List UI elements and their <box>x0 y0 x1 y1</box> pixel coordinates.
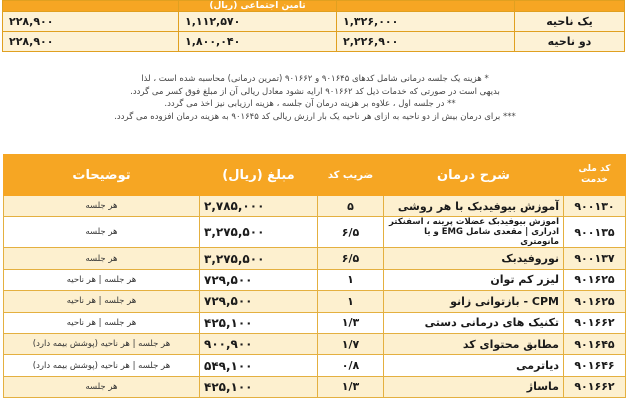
header-notes: توضیحات <box>4 155 200 196</box>
summary-row <box>3 12 625 32</box>
service-coefficient: ۰/۸ <box>318 355 384 376</box>
service-price: ۷۲۹,۵۰۰ <box>200 291 318 312</box>
summary-total: ۱,۳۲۶,۰۰۰ <box>337 12 515 32</box>
service-code: ۹۰۱۶۴۶ <box>564 355 626 376</box>
service-coefficient: ۱ <box>318 291 384 312</box>
table-row <box>4 291 626 312</box>
service-notes: هر جلسه | هر ناحیه <box>4 291 200 312</box>
service-price: ۴۲۵,۱۰۰ <box>200 376 318 397</box>
service-description: مطابق محتوای کد <box>384 333 564 354</box>
service-code: ۹۰۱۶۶۲ <box>564 312 626 333</box>
service-notes: هر جلسه <box>4 217 200 248</box>
table-row <box>4 196 626 217</box>
summary-header-cell <box>3 1 179 12</box>
table-row <box>4 217 626 248</box>
service-price: ۵۴۹,۱۰۰ <box>200 355 318 376</box>
service-description: نوروفیدبک <box>384 248 564 269</box>
table-row <box>4 248 626 269</box>
service-price: ۳,۲۷۵,۵۰۰ <box>200 248 318 269</box>
service-coefficient: ۵ <box>318 196 384 217</box>
summary-header-cell <box>337 1 515 12</box>
service-code: ۹۰۱۶۶۲ <box>564 376 626 397</box>
note-line: * هزینه یک جلسه درمانی شامل کدهای ۹۰۱۶۴۵ و ۹۰۱۶۶۲ (تمرین درمانی) محاسبه شده است ، لذا <box>141 74 489 84</box>
service-coefficient: ۶/۵ <box>318 217 384 248</box>
service-coefficient: ۱ <box>318 269 384 290</box>
note-line: ** در جلسه اول ، علاوه بر هزینه درمان آن جلسه ، هزینه ارزیابی نیز اخذ می گردد. <box>164 99 456 109</box>
table-row <box>4 355 626 376</box>
service-description: دیاترمی <box>384 355 564 376</box>
summary-insurance: ۱,۱۱۲,۵۷۰ <box>179 12 337 32</box>
service-description: CPM - بازتوانی زانو <box>384 291 564 312</box>
service-price: ۹۰۰,۹۰۰ <box>200 333 318 354</box>
service-description: آموزش بیوفیدبک با هر روشی <box>384 196 564 217</box>
service-description: لیزر کم توان <box>384 269 564 290</box>
service-description: ماساژ <box>384 376 564 397</box>
summary-insurance: ۱,۸۰۰,۰۴۰ <box>179 32 337 52</box>
service-notes: هر جلسه | هر ناحیه <box>4 269 200 290</box>
service-code: ۹۰۱۶۲۵ <box>564 291 626 312</box>
summary-total: ۲,۲۲۶,۹۰۰ <box>337 32 515 52</box>
service-notes: هر جلسه <box>4 248 200 269</box>
notes-section <box>0 73 630 123</box>
note-line: *** برای درمان بیش از دو ناحیه به ازای هر ناحیه یک بار ارزش ریالی کد ۹۰۱۶۴۵ به هزینه درمان افزوده می گردد. <box>114 111 516 122</box>
service-coefficient: ۶/۵ <box>318 248 384 269</box>
service-notes: هر جلسه <box>4 376 200 397</box>
table-row <box>4 333 626 354</box>
header-price: مبلغ (ریال) <box>200 155 318 196</box>
header-coefficient: ضریب کد <box>318 155 384 196</box>
table-row <box>4 376 626 397</box>
summary-share: ۲۲۸,۹۰۰ <box>3 12 179 32</box>
service-coefficient: ۱/۳ <box>318 312 384 333</box>
service-price: ۷۲۹,۵۰۰ <box>200 269 318 290</box>
summary-header-row <box>3 1 625 12</box>
header-description: شرح درمان <box>384 155 564 196</box>
service-code: ۹۰۰۱۳۵ <box>564 217 626 248</box>
header-code: کد ملی خدمت <box>564 155 626 196</box>
service-notes: هر جلسه | هر ناحیه <box>4 312 200 333</box>
summary-header-cell: تامین اجتماعی (ریال) <box>179 1 337 12</box>
service-code: ۹۰۱۶۴۵ <box>564 333 626 354</box>
service-coefficient: ۱/۳ <box>318 376 384 397</box>
tariff-table <box>3 154 626 398</box>
summary-row <box>3 32 625 52</box>
table-row <box>4 312 626 333</box>
note-line: بدیهی است در صورتی که خدمات ذیل کد ۹۰۱۶۶۲ ارایه نشود معادل ریالی آن از مبلغ فوق کسر می گردد. <box>130 86 500 97</box>
tariff-header-row <box>4 155 626 196</box>
service-notes: هر جلسه | هر ناحیه (پوشش بیمه دارد) <box>4 355 200 376</box>
service-price: ۳,۲۷۵,۵۰۰ <box>200 217 318 248</box>
summary-header-cell <box>515 1 625 12</box>
service-price: ۴۲۵,۱۰۰ <box>200 312 318 333</box>
table-row <box>4 269 626 290</box>
service-code: ۹۰۱۶۲۵ <box>564 269 626 290</box>
service-description: تکنیک های درمانی دستی <box>384 312 564 333</box>
service-price: ۲,۷۸۵,۰۰۰ <box>200 196 318 217</box>
summary-label: دو ناحیه <box>515 32 625 52</box>
service-code: ۹۰۰۱۳۰ <box>564 196 626 217</box>
summary-label: یک ناحیه <box>515 12 625 32</box>
summary-table <box>2 0 625 52</box>
service-notes: هر جلسه | هر ناحیه (پوشش بیمه دارد) <box>4 333 200 354</box>
service-notes: هر جلسه <box>4 196 200 217</box>
service-description: آموزش بیوفیدبک عضلات پرینه ، اسفنکتر ادراری | مقعدی شامل EMG و یا مانومتری <box>384 217 564 248</box>
summary-share: ۲۲۸,۹۰۰ <box>3 32 179 52</box>
service-code: ۹۰۰۱۳۷ <box>564 248 626 269</box>
service-coefficient: ۱/۷ <box>318 333 384 354</box>
